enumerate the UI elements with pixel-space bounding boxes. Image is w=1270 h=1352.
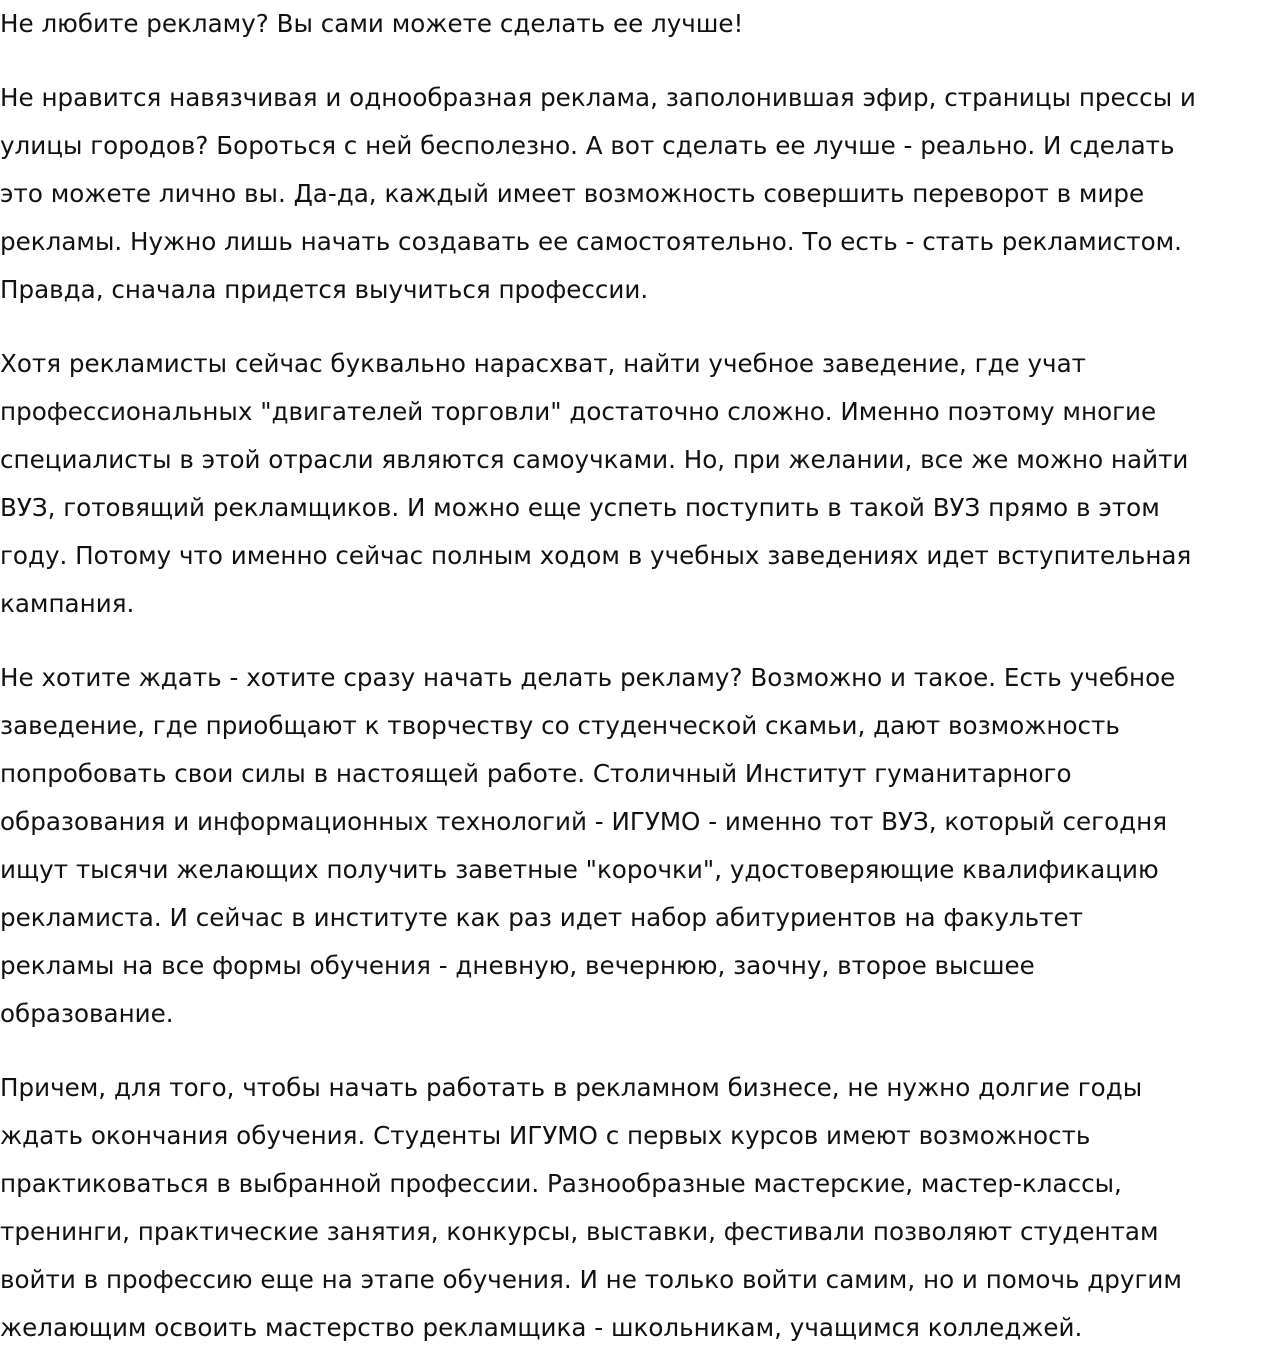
paragraph-4 (0, 654, 1270, 1038)
text-line: Не любите рекламу? Вы сами можете сделать ее лучше! (0, 9, 744, 38)
text-line: образование. (0, 999, 174, 1028)
paragraph-2 (0, 74, 1270, 314)
text-line: ищут тысячи желающих получить заветные "корочки", удостоверяющие квалификацию (0, 855, 1159, 884)
text-line: ждать окончания обучения. Студенты ИГУМО с первых курсов имеют возможность (0, 1121, 1091, 1150)
text-line: Хотя рекламисты сейчас буквально нарасхват, найти учебное заведение, где учат (0, 349, 1086, 378)
text-line: тренинги, практические занятия, конкурсы, выставки, фестивали позволяют студентам (0, 1217, 1159, 1246)
text-line: году. Потому что именно сейчас полным ходом в учебных заведениях идет вступительная (0, 541, 1192, 570)
paragraph-5 (0, 1064, 1270, 1352)
text-line: войти в профессию еще на этапе обучения. И не только войти самим, но и помочь другим (0, 1265, 1182, 1294)
text-line: кампания. (0, 589, 135, 618)
text-line: Не хотите ждать - хотите сразу начать делать рекламу? Возможно и такое. Есть учебное (0, 663, 1176, 692)
text-line: специалисты в этой отрасли являются самоучками. Но, при желании, все же можно найти (0, 445, 1189, 474)
text-line: рекламы. Нужно лишь начать создавать ее самостоятельно. То есть - стать рекламистом. (0, 227, 1182, 256)
text-line: заведение, где приобщают к творчеству со студенческой скамьи, дают возможность (0, 711, 1120, 740)
paragraph-3 (0, 340, 1270, 628)
paragraph-1 (0, 0, 1270, 48)
text-line: профессиональных "двигателей торговли" достаточно сложно. Именно поэтому многие (0, 397, 1157, 426)
text-line: Правда, сначала придется выучиться профессии. (0, 275, 649, 304)
text-line: образования и информационных технологий - ИГУМО - именно тот ВУЗ, который сегодня (0, 807, 1168, 836)
text-line: Причем, для того, чтобы начать работать в рекламном бизнесе, не нужно долгие годы (0, 1073, 1143, 1102)
text-line: это можете лично вы. Да-да, каждый имеет возможность совершить переворот в мире (0, 179, 1145, 208)
text-line: рекламы на все формы обучения - дневную, вечернюю, заочну, второе высшее (0, 951, 1035, 980)
text-line: практиковаться в выбранной профессии. Разнообразные мастерские, мастер-классы, (0, 1169, 1122, 1198)
text-line: рекламиста. И сейчас в институте как раз идет набор абитуриентов на факультет (0, 903, 1083, 932)
text-line: попробовать свои силы в настоящей работе. Столичный Институт гуманитарного (0, 759, 1072, 788)
text-line: ВУЗ, готовящий рекламщиков. И можно еще успеть поступить в такой ВУЗ прямо в этом (0, 493, 1160, 522)
text-line: желающим освоить мастерство рекламщика - школьникам, учащимся колледжей. (0, 1313, 1083, 1342)
text-line: улицы городов? Бороться с ней бесполезно. А вот сделать ее лучше - реально. И сделать (0, 131, 1175, 160)
text-line: Не нравится навязчивая и однообразная реклама, заполонившая эфир, страницы прессы и (0, 83, 1196, 112)
